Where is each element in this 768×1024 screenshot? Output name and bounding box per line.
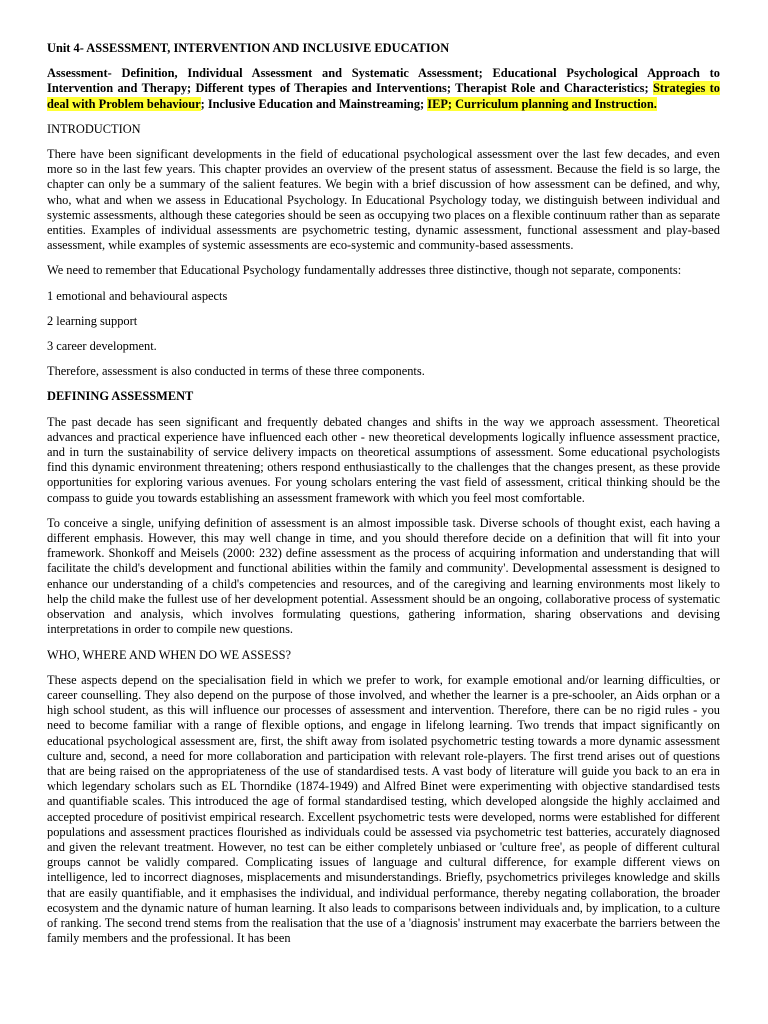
introduction-paragraph-3: Therefore, assessment is also conducted in terms of these three components. bbox=[47, 364, 425, 379]
introduction-heading: INTRODUCTION bbox=[47, 121, 141, 136]
who-paragraph-1: These aspects depend on the specialisation field in which we prefer to work, for example emotional and/or learning difficulties, or career counselling. They also depend on the purpose of those involved, and whether the learner is a pre-schooler, an Aids orphan or a high school student, as this will influence our processes of assessment and intervention. Therefore, there can be no rigid rules - you need to become familiar with a range of flexible options, and engage in lifelong learning. Two trends that impact significantly on educational psychological assessment are, first, the shift away from isolated psychometric testing towards a more dynamic assessment culture and, second, a need for more collaboration and participation with relevant role-players. The first trend arises out of questions that are being raised on the appropriateness of the use of standardised tests. A vast body of literature will guide you back to an era in which legendary scholars such as EL Thorndike (1874-1949) and Alfred Binet were experimenting with objective standardised tests and quantifiable scales. This introduced the age of formal standardised testing, which developed alongside the highly acclaimed and accepted procedure of positivist empirical research. Excellent psychometric tests were developed, norms were established for different populations and assessment practices flourished as individuals could be assessed via psychometric test batteries, accurately diagnosed and given the relevant treatment. However, no test can be either completely unbiased or 'culture free', as people of different cultural groups cannot be validly compared. Complicating issues of language and cultural difference, for example different views on intelligence, led to incorrect diagnoses, misplacements and misunderstandings. Briefly, psychometrics privileges knowledge and skills that are easily quantifiable, and it emphasises the individual, and individual performance, thereby negating collaboration, the broader ecosystem and the dynamic nature of human learning. It also leads to comparisons between individuals and, by implication, to a culture of ranking. The second trend stems from the realisation that the use of a 'diagnosis' instrument may exacerbate the barriers between the family members and the professional. It has been bbox=[47, 672, 720, 946]
introduction-paragraph-1: There have been significant developments in the field of educational psychological assessment over the last few decades, and even more so in the last few years. This chapter provides an overview of the present status of assessment. Because the field is so large, the chapter can only be a summary of the salient features. We begin with a brief discussion of how assessment can be defined, and why, who, what and when we assess in Educational Psychology. In Educational Psychology today, we distinguish between individual and systemic assessments, although these categories should be seen as occupying two places on a flexible continuum rather than as separate entities. Examples of individual assessments are psychometric testing, dynamic assessment, functional assessment and play-based assessment, while examples of systemic assessments are eco-systemic and community-based assessments. bbox=[47, 147, 720, 253]
topics-paragraph bbox=[47, 66, 720, 112]
component-item-3: 3 career development. bbox=[47, 339, 157, 354]
topics-text-part1: Assessment- Definition, Individual Assessment and Systematic Assessment; Educational Psychological Approach to Intervention and Therapy; Different types of Therapies and Interventions; Therapist Role and Characteristics; bbox=[47, 66, 720, 96]
who-where-when-heading: WHO, WHERE AND WHEN DO WE ASSESS? bbox=[47, 647, 292, 662]
defining-paragraph-1: The past decade has seen significant and frequently debated changes and shifts in the way we approach assessment. Theoretical advances and practical experience have influenced each other - new theoretical developments logically influence assessment practice, and in turn the sustainability of service delivery impacts on theoretical assumptions of assessment. Some educational psychologists find this dynamic environment threatening; others respond enthusiastically to the challenges that the changes present, as these provide opportunities for exploring various avenues. For young scholars entering the vast field of assessment, critical thinking should be the compass to guide you towards establishing an assessment framework with which you feel most comfortable. bbox=[47, 414, 720, 505]
defining-paragraph-2: To conceive a single, unifying definition of assessment is an almost impossible task. Diverse schools of thought exist, each having a different emphasis. However, this may well change in time, and you should therefore decide on a definition that will fit into your framework. Shonkoff and Meisels (2000: 232) define assessment as the process of acquiring information and understanding that will facilitate the child's development and functional abilities within the family and community'. Developmental assessment is designed to enhance our understanding of a child's competencies and resources, and of the caregiving and learning environments most likely to help the child make the fullest use of her development potential. Assessment should be an ongoing, collaborative process of systematic observation and analysis, which involves formulating questions, gathering information, sharing observations and devising interpretations in order to compile new questions. bbox=[47, 515, 720, 637]
unit-title: Unit 4- ASSESSMENT, INTERVENTION AND INCLUSIVE EDUCATION bbox=[47, 41, 450, 55]
document-page bbox=[47, 41, 720, 956]
defining-assessment-heading: DEFINING ASSESSMENT bbox=[47, 389, 194, 404]
topics-text-part2: ; Inclusive Education and Mainstreaming; bbox=[200, 96, 428, 111]
highlighted-topic-iep: IEP; Curriculum planning and Instruction. bbox=[427, 96, 657, 111]
component-item-2: 2 learning support bbox=[47, 313, 138, 328]
component-item-1: 1 emotional and behavioural aspects bbox=[47, 288, 228, 303]
highlighted-topic-problem-behaviour: Strategies to deal with Problem behaviour bbox=[47, 81, 720, 111]
introduction-paragraph-2: We need to remember that Educational Psychology fundamentally addresses three distinctive, though not separate, components: bbox=[47, 263, 682, 278]
